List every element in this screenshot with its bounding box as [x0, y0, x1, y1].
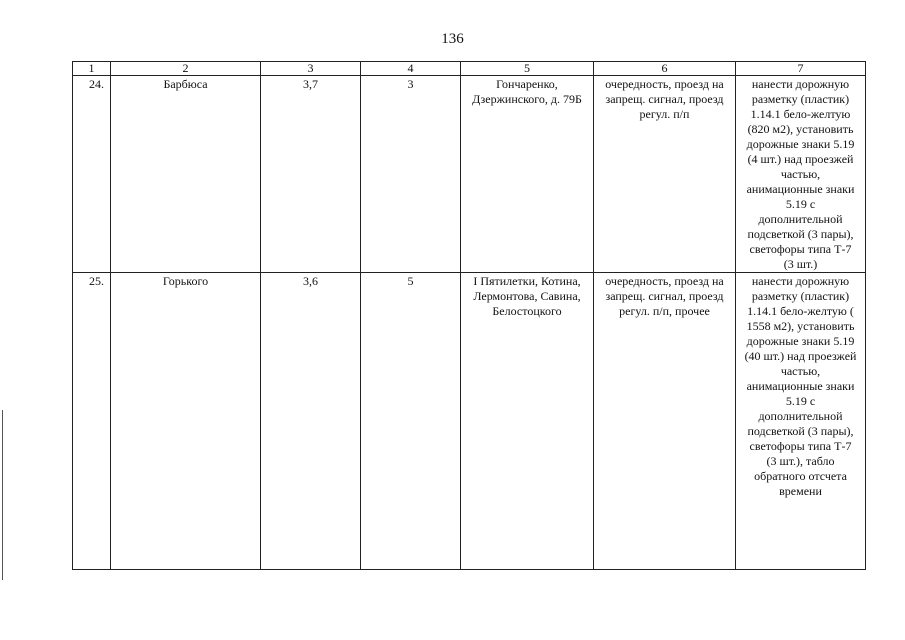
reason-line: запрещ. сигнал, проезд [605, 92, 724, 106]
measures-line: светофоры типа Т-7 [749, 439, 852, 453]
measures-line: дополнительной [758, 409, 843, 423]
header-cell: 6 [594, 62, 736, 76]
header-cell: 3 [261, 62, 361, 76]
measures-line: разметку (пластик) [751, 289, 850, 303]
measures-line: (4 шт.) над проезжей [747, 152, 854, 166]
reason [594, 76, 736, 273]
reason-line: регул. п/п, прочее [619, 304, 710, 318]
measures-line: нанести дорожную [751, 77, 850, 91]
page-number: 136 [441, 31, 464, 47]
crossings-line: Дзержинского, д. 79Б [472, 92, 582, 106]
reason-line: регул. п/п [639, 107, 690, 121]
header-cell: 7 [736, 62, 866, 76]
measures [736, 76, 866, 273]
measures-line: подсветкой (3 пары), [747, 424, 854, 438]
measures-line: обратного отсчета [754, 469, 847, 483]
measures-line: частью, [780, 364, 821, 378]
crossings-line: Гончаренко, [496, 77, 558, 91]
measures-line: анимационные знаки [746, 379, 855, 393]
crossings-line: Лермонтова, Савина, [473, 289, 581, 303]
reason-line: очередность, проезд на [605, 77, 724, 91]
measures-line: 1.14.1 бело-желтую ( [747, 304, 854, 318]
measures-line: (40 шт.) над проезжей [744, 349, 857, 363]
reason-line: запрещ. сигнал, проезд [605, 289, 724, 303]
measures-line: времени [779, 484, 822, 498]
row-number: 24. [73, 76, 111, 273]
measures-line: (3 шт.), табло [766, 454, 835, 468]
measures-line: анимационные знаки [746, 182, 855, 196]
data-table [72, 61, 866, 570]
measures-line: 5.19 с [785, 197, 816, 211]
measures-line: 1558 м2), установить [746, 319, 855, 333]
measures-line: подсветкой (3 пары), [747, 227, 854, 241]
measures-line: (3 шт.) [783, 257, 818, 271]
row-number: 25. [73, 273, 111, 570]
measures-line: (820 м2), установить [747, 122, 854, 136]
measures-line: дорожные знаки 5.19 [746, 137, 855, 151]
value-col4: 5 [361, 273, 461, 570]
measures-line: нанести дорожную [751, 274, 850, 288]
measures-line: светофоры типа Т-7 [749, 242, 852, 256]
crossings [461, 76, 594, 273]
value-col3: 3,7 [261, 76, 361, 273]
measures-line: разметку (пластик) [751, 92, 850, 106]
reason-line: очередность, проезд на [605, 274, 724, 288]
header-cell: 2 [111, 62, 261, 76]
measures-line: 1.14.1 бело-желтую [750, 107, 851, 121]
header-cell: 5 [461, 62, 594, 76]
margin-mark [2, 410, 3, 580]
street-name: Горького [111, 273, 261, 570]
measures [736, 273, 866, 570]
reason [594, 273, 736, 570]
measures-line: частью, [780, 167, 821, 181]
measures-line: дорожные знаки 5.19 [746, 334, 855, 348]
measures-line: дополнительной [758, 212, 843, 226]
header-cell: 1 [73, 62, 111, 76]
header-cell: 4 [361, 62, 461, 76]
value-col4: 3 [361, 76, 461, 273]
crossings-line: I Пятилетки, Котина, [473, 274, 581, 288]
table-row [73, 76, 866, 273]
header-row [73, 62, 866, 76]
value-col3: 3,6 [261, 273, 361, 570]
table-row [73, 273, 866, 570]
street-name: Барбюса [111, 76, 261, 273]
measures-line: 5.19 с [785, 394, 816, 408]
crossings [461, 273, 594, 570]
crossings-line: Белостоцкого [492, 304, 562, 318]
